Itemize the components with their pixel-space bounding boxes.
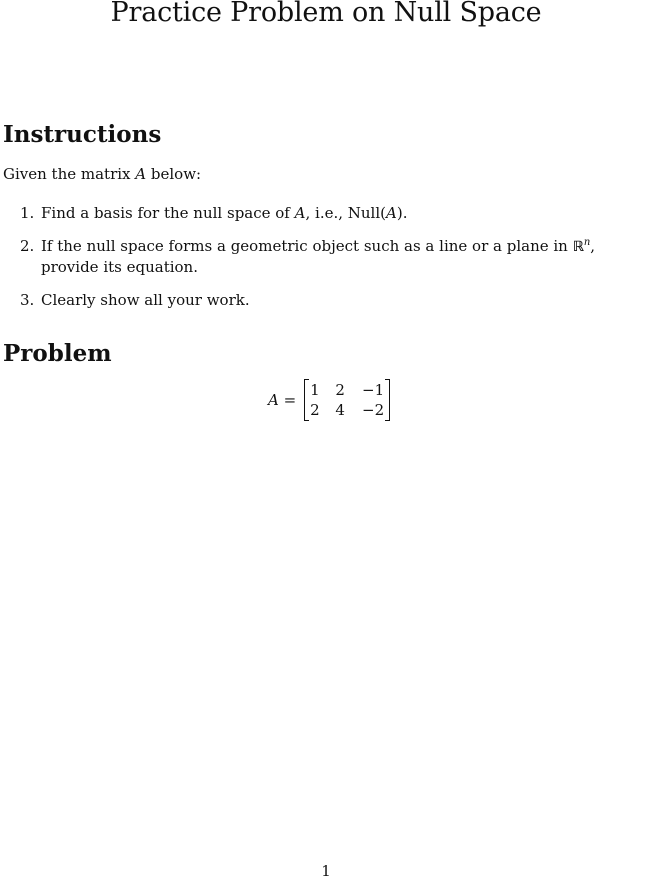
matrix-entry: −1: [362, 381, 385, 399]
intro-suffix: below:: [146, 165, 202, 183]
step-text: , provide its equation.: [41, 237, 596, 276]
matrix-entry: 4: [335, 401, 345, 419]
step-item: [20, 203, 648, 223]
step-item: [20, 236, 648, 277]
step-number: 2.: [20, 237, 35, 255]
right-bracket: [385, 379, 390, 421]
matrix-equation: [268, 378, 390, 422]
document-title: Practice Problem on Null Space: [110, 0, 542, 28]
page-number: 1: [321, 862, 331, 880]
step-number: 3.: [20, 291, 35, 309]
instructions-heading: Instructions: [3, 121, 162, 148]
matrix-entry: 2: [335, 381, 345, 399]
matrix-entries: [309, 380, 385, 420]
step-var: A: [386, 204, 397, 222]
matrix-entry: 1: [310, 381, 320, 399]
step-text: , i.e., Null(: [305, 204, 386, 222]
step-text: If the null space forms a geometric object such as a line or a plane in: [41, 237, 573, 255]
matrix-entry: 2: [310, 401, 320, 419]
step-item: [20, 290, 648, 310]
instructions-intro: [3, 164, 201, 184]
step-var: A: [294, 204, 306, 222]
intro-prefix: Given the matrix: [3, 165, 136, 183]
instructions-steps: [20, 203, 648, 323]
step-text: ).: [396, 204, 408, 222]
step-text: Find a basis for the null space of: [41, 204, 295, 222]
dimension-superscript: n: [583, 237, 591, 248]
matrix-entry: −2: [362, 401, 385, 419]
step-number: 1.: [20, 204, 35, 222]
problem-heading: Problem: [3, 340, 112, 367]
real-numbers-symbol: ℝ: [572, 239, 584, 255]
step-text: Clearly show all your work.: [41, 291, 250, 309]
intro-matrix-var: A: [135, 165, 147, 183]
equation-lhs: A =: [268, 391, 297, 409]
